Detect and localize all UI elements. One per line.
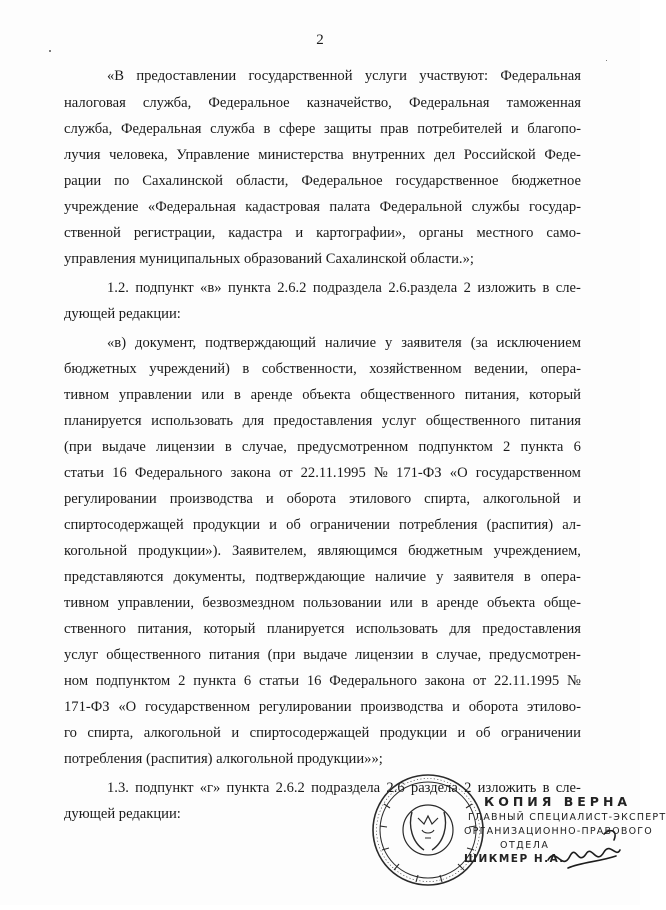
word: (за xyxy=(470,335,488,351)
word: лицензии xyxy=(156,439,215,455)
word: 16 xyxy=(112,465,127,481)
text-line xyxy=(64,172,581,190)
word: в xyxy=(224,439,232,455)
word: само- xyxy=(546,225,581,241)
word: 2.6 xyxy=(386,780,405,796)
word: пункта xyxy=(227,280,271,296)
stamp-signer-name: ШИКМЕР Н.А. xyxy=(464,853,565,865)
word: ал- xyxy=(562,517,581,533)
word: общественного xyxy=(425,413,521,429)
word: го xyxy=(64,725,77,741)
word: Управление xyxy=(176,147,250,163)
word: 1.2. xyxy=(107,280,129,296)
word: палата xyxy=(329,199,371,215)
scan-speck xyxy=(49,50,51,52)
word: управлении, xyxy=(117,595,194,611)
word: спиртосодержащей xyxy=(64,517,184,533)
word: дел xyxy=(433,147,456,163)
word: услуг xyxy=(381,413,417,429)
word: «В xyxy=(107,68,125,84)
word: Федеральная xyxy=(408,95,490,111)
word: ограничении xyxy=(500,725,581,741)
word: 2.6.2 xyxy=(277,280,307,296)
word: использовать xyxy=(355,621,438,637)
word: управлении xyxy=(118,387,192,403)
word: (распития) xyxy=(486,517,554,533)
word: рации xyxy=(64,173,102,189)
word: подпунктом xyxy=(418,439,493,455)
word: изложить xyxy=(477,780,537,796)
word: Феде- xyxy=(544,147,581,163)
word: статьи xyxy=(64,465,104,481)
text-line xyxy=(107,279,581,297)
word: службы xyxy=(471,199,520,215)
word: выдаче xyxy=(303,647,348,663)
text-line: управления муниципальных образований Сахалинской области.»; xyxy=(64,251,474,267)
word: питания, xyxy=(464,387,520,403)
word: сле- xyxy=(555,780,581,796)
word: или xyxy=(201,387,225,403)
word: спирта, xyxy=(424,491,471,507)
word: в xyxy=(421,647,429,663)
word: 2.6.раздела xyxy=(388,280,458,296)
word: и xyxy=(573,491,581,507)
word: ведении, xyxy=(474,361,529,377)
word: заявителя xyxy=(401,335,462,351)
word: питания xyxy=(530,413,581,429)
word: местного xyxy=(476,225,534,241)
text-line xyxy=(64,198,581,216)
word: регистрации, xyxy=(133,225,216,241)
word: по xyxy=(114,173,130,189)
word: подраздела xyxy=(311,780,381,796)
certification-stamp xyxy=(372,768,666,905)
word: в xyxy=(421,595,429,611)
text-line xyxy=(64,386,581,404)
word: случае, xyxy=(241,439,287,455)
word: безвозмездном xyxy=(202,595,295,611)
word: для xyxy=(449,621,471,637)
text-line xyxy=(64,594,581,612)
word: общественного xyxy=(360,387,456,403)
word: 171-ФЗ xyxy=(64,699,110,715)
text-line: потребления (распития) алкогольной продукции»»; xyxy=(64,751,383,767)
word: об xyxy=(475,725,491,741)
word: изложить xyxy=(477,280,537,296)
word: собственности, xyxy=(261,361,357,377)
stamp-position: ГЛАВНЫЙ СПЕЦИАЛИСТ-ЭКСПЕРТ xyxy=(468,812,666,823)
word: «в) xyxy=(107,335,127,351)
word: казначейство, xyxy=(306,95,392,111)
word: внутренних xyxy=(352,147,426,163)
word: «г» xyxy=(199,780,221,796)
word: питания xyxy=(208,647,260,663)
word: об xyxy=(286,517,301,533)
word: служба, xyxy=(142,95,192,111)
word: 22.11.1995 xyxy=(494,673,560,689)
word: предоставления xyxy=(482,621,581,637)
word: и xyxy=(231,725,240,741)
word: сле- xyxy=(555,280,581,296)
word: бюджетное xyxy=(511,173,581,189)
word: предусмотрен- xyxy=(488,647,581,663)
word: Федерального xyxy=(329,673,417,689)
word: сфере xyxy=(279,121,316,137)
word: который xyxy=(529,387,581,403)
word: который xyxy=(203,621,256,637)
word: (при xyxy=(267,647,296,663)
word: наличие xyxy=(324,335,377,351)
text-line xyxy=(64,360,581,378)
word: регулировании xyxy=(258,699,352,715)
word: тивном xyxy=(64,595,110,611)
word: ном xyxy=(64,673,89,689)
word: благопо- xyxy=(527,121,581,137)
word: в xyxy=(523,569,531,585)
word: потребления xyxy=(399,517,478,533)
word: Федеральное xyxy=(301,173,383,189)
word: «в» xyxy=(200,280,222,296)
word: этилового xyxy=(349,491,412,507)
word: от xyxy=(472,673,487,689)
word: раздела xyxy=(410,780,458,796)
word: алкогольной xyxy=(483,491,561,507)
word: документ, xyxy=(135,335,197,351)
word: (при xyxy=(64,439,92,455)
word: кадастровая xyxy=(245,199,320,215)
word: государственном xyxy=(144,699,251,715)
word: человека, xyxy=(109,147,168,163)
word: выдаче xyxy=(101,439,146,455)
word: государственное xyxy=(395,173,499,189)
word: бюджетным xyxy=(408,543,483,559)
word: таможенная xyxy=(506,95,581,111)
text-line xyxy=(64,672,581,690)
word: 16 xyxy=(306,673,322,689)
word: государственном xyxy=(475,465,581,481)
word: ственной xyxy=(64,225,121,241)
word: для xyxy=(242,413,265,429)
word: подпунктом xyxy=(95,673,171,689)
word: и xyxy=(265,491,274,507)
word: в xyxy=(542,280,550,296)
word: учреждений) xyxy=(149,361,230,377)
scan-speck xyxy=(606,60,607,61)
word: питания, xyxy=(137,621,193,637)
word: 22.11.1995 xyxy=(300,465,366,481)
word: пункта xyxy=(520,439,564,455)
word: служба, xyxy=(64,121,113,137)
word: тивном xyxy=(64,387,110,403)
word: продукции xyxy=(192,517,261,533)
word: государственной xyxy=(248,68,353,84)
word: общественного xyxy=(106,647,201,663)
word: 2 xyxy=(463,280,471,296)
word: использовать xyxy=(151,413,234,429)
word: объекта xyxy=(486,595,536,611)
text-line: дующей редакции: xyxy=(64,306,181,322)
word: опера- xyxy=(540,569,581,585)
text-line xyxy=(64,490,581,508)
word: 1.3. xyxy=(107,780,129,796)
text-line xyxy=(64,94,581,112)
word: предоставлении xyxy=(136,68,237,84)
word: когольной xyxy=(64,543,128,559)
word: 2 xyxy=(503,439,511,455)
word: и xyxy=(457,725,466,741)
word: учреждение xyxy=(64,199,139,215)
word: участвуют: xyxy=(419,68,489,84)
word: Российской xyxy=(463,147,536,163)
word: оборота xyxy=(468,699,519,715)
word: в xyxy=(242,361,250,377)
text-line: дующей редакции: xyxy=(64,806,181,822)
text-line xyxy=(107,334,581,352)
word: ограничении xyxy=(309,517,390,533)
word: № xyxy=(567,673,581,689)
text-line xyxy=(64,120,581,138)
word: кадастра xyxy=(228,225,283,241)
text-line xyxy=(64,698,581,716)
word: налоговая xyxy=(64,95,126,111)
text-line xyxy=(64,412,581,430)
word: Федеральная xyxy=(120,121,202,137)
word: лицензии xyxy=(354,647,414,663)
word: пользовании xyxy=(303,595,382,611)
word: подраздела xyxy=(312,280,382,296)
word: учреждением, xyxy=(493,543,581,559)
word: регулировании xyxy=(64,491,157,507)
text-line xyxy=(64,438,581,456)
text-line xyxy=(64,464,581,482)
word: картографии», xyxy=(316,225,406,241)
word: или xyxy=(389,595,413,611)
word: обще- xyxy=(543,595,581,611)
word: бюджетных xyxy=(64,361,137,377)
text-line xyxy=(64,568,581,586)
word: спирта, xyxy=(87,725,134,741)
word: министерства xyxy=(258,147,344,163)
page-number: 2 xyxy=(316,32,324,48)
word: статьи xyxy=(259,673,300,689)
word: подтверждающие xyxy=(255,569,365,585)
word: закона xyxy=(424,673,465,689)
word: алкогольной xyxy=(143,725,221,741)
word: органы xyxy=(418,225,464,241)
word: подтверждающий xyxy=(205,335,316,351)
word: документы, xyxy=(173,569,246,585)
word: 171-ФЗ xyxy=(396,465,442,481)
word: прав xyxy=(380,121,409,137)
word: Федерального xyxy=(134,465,223,481)
word: являющимся xyxy=(317,543,398,559)
word: заявителя xyxy=(453,569,514,585)
word: государ- xyxy=(528,199,581,215)
word: пункта xyxy=(226,780,270,796)
word: у xyxy=(436,569,444,585)
word: планируется xyxy=(64,413,142,429)
word: подпункт xyxy=(135,280,194,296)
word: закона xyxy=(230,465,271,481)
word: «О xyxy=(118,699,137,715)
word: защиты xyxy=(324,121,372,137)
text-line xyxy=(64,516,581,534)
word: аренде xyxy=(436,595,479,611)
word: 2.6.2 xyxy=(275,780,305,796)
word: хозяйственном xyxy=(369,361,462,377)
word: и xyxy=(295,225,304,241)
word: в xyxy=(233,387,241,403)
text-line xyxy=(64,224,581,242)
word: 6 xyxy=(243,673,252,689)
word: Заявителем, xyxy=(231,543,307,559)
word: Сахалинской xyxy=(142,173,223,189)
text-line xyxy=(64,620,581,638)
word: в xyxy=(263,121,271,137)
word: случае, xyxy=(436,647,482,663)
word: 2 xyxy=(178,673,186,689)
word: Федеральная xyxy=(500,68,581,84)
word: этилово- xyxy=(526,699,581,715)
word: 6 xyxy=(573,439,581,455)
word: предоставления xyxy=(273,413,373,429)
word: № xyxy=(373,465,388,481)
word: области, xyxy=(235,173,289,189)
word: и xyxy=(269,517,277,533)
word: производства xyxy=(360,699,444,715)
word: предусмотренном xyxy=(297,439,409,455)
word: опера- xyxy=(540,361,581,377)
word: 2 xyxy=(464,780,472,796)
word: услуги xyxy=(364,68,407,84)
stamp-copy-certified: КОПИЯ ВЕРНА xyxy=(484,794,632,809)
word: Федеральное xyxy=(208,95,290,111)
word: исключением xyxy=(496,335,581,351)
word: наличие xyxy=(374,569,427,585)
word: производства xyxy=(169,491,253,507)
word: в xyxy=(542,780,550,796)
word: лучия xyxy=(64,147,101,163)
text-line xyxy=(64,542,581,560)
word: «Федеральная xyxy=(147,199,236,215)
word: оборота xyxy=(286,491,337,507)
word: спиртосодержащей xyxy=(249,725,370,741)
word: планируется xyxy=(266,621,345,637)
stamp-department: ОРГАНИЗАЦИОННО-ПРАВОВОГО xyxy=(464,826,653,837)
word: подпункт xyxy=(135,780,194,796)
text-line xyxy=(64,724,581,742)
word: услуг xyxy=(64,647,99,663)
word: представляются xyxy=(64,569,164,585)
text-line xyxy=(107,67,581,85)
word: пункта xyxy=(193,673,237,689)
text-line xyxy=(64,146,581,164)
word: «О xyxy=(449,465,468,481)
stamp-department-suffix: ОТДЕЛА xyxy=(500,840,550,851)
word: продукции xyxy=(379,725,448,741)
word: Федеральной xyxy=(379,199,463,215)
word: у xyxy=(385,335,393,351)
word: и xyxy=(452,699,460,715)
word: потребителей xyxy=(417,121,503,137)
word: продукции»). xyxy=(138,543,222,559)
word: объекта xyxy=(302,387,351,403)
word: от xyxy=(278,465,293,481)
word: аренде xyxy=(250,387,293,403)
word: и xyxy=(510,121,519,137)
text-line xyxy=(64,646,581,664)
word: ственного xyxy=(64,621,126,637)
word: служба xyxy=(210,121,255,137)
